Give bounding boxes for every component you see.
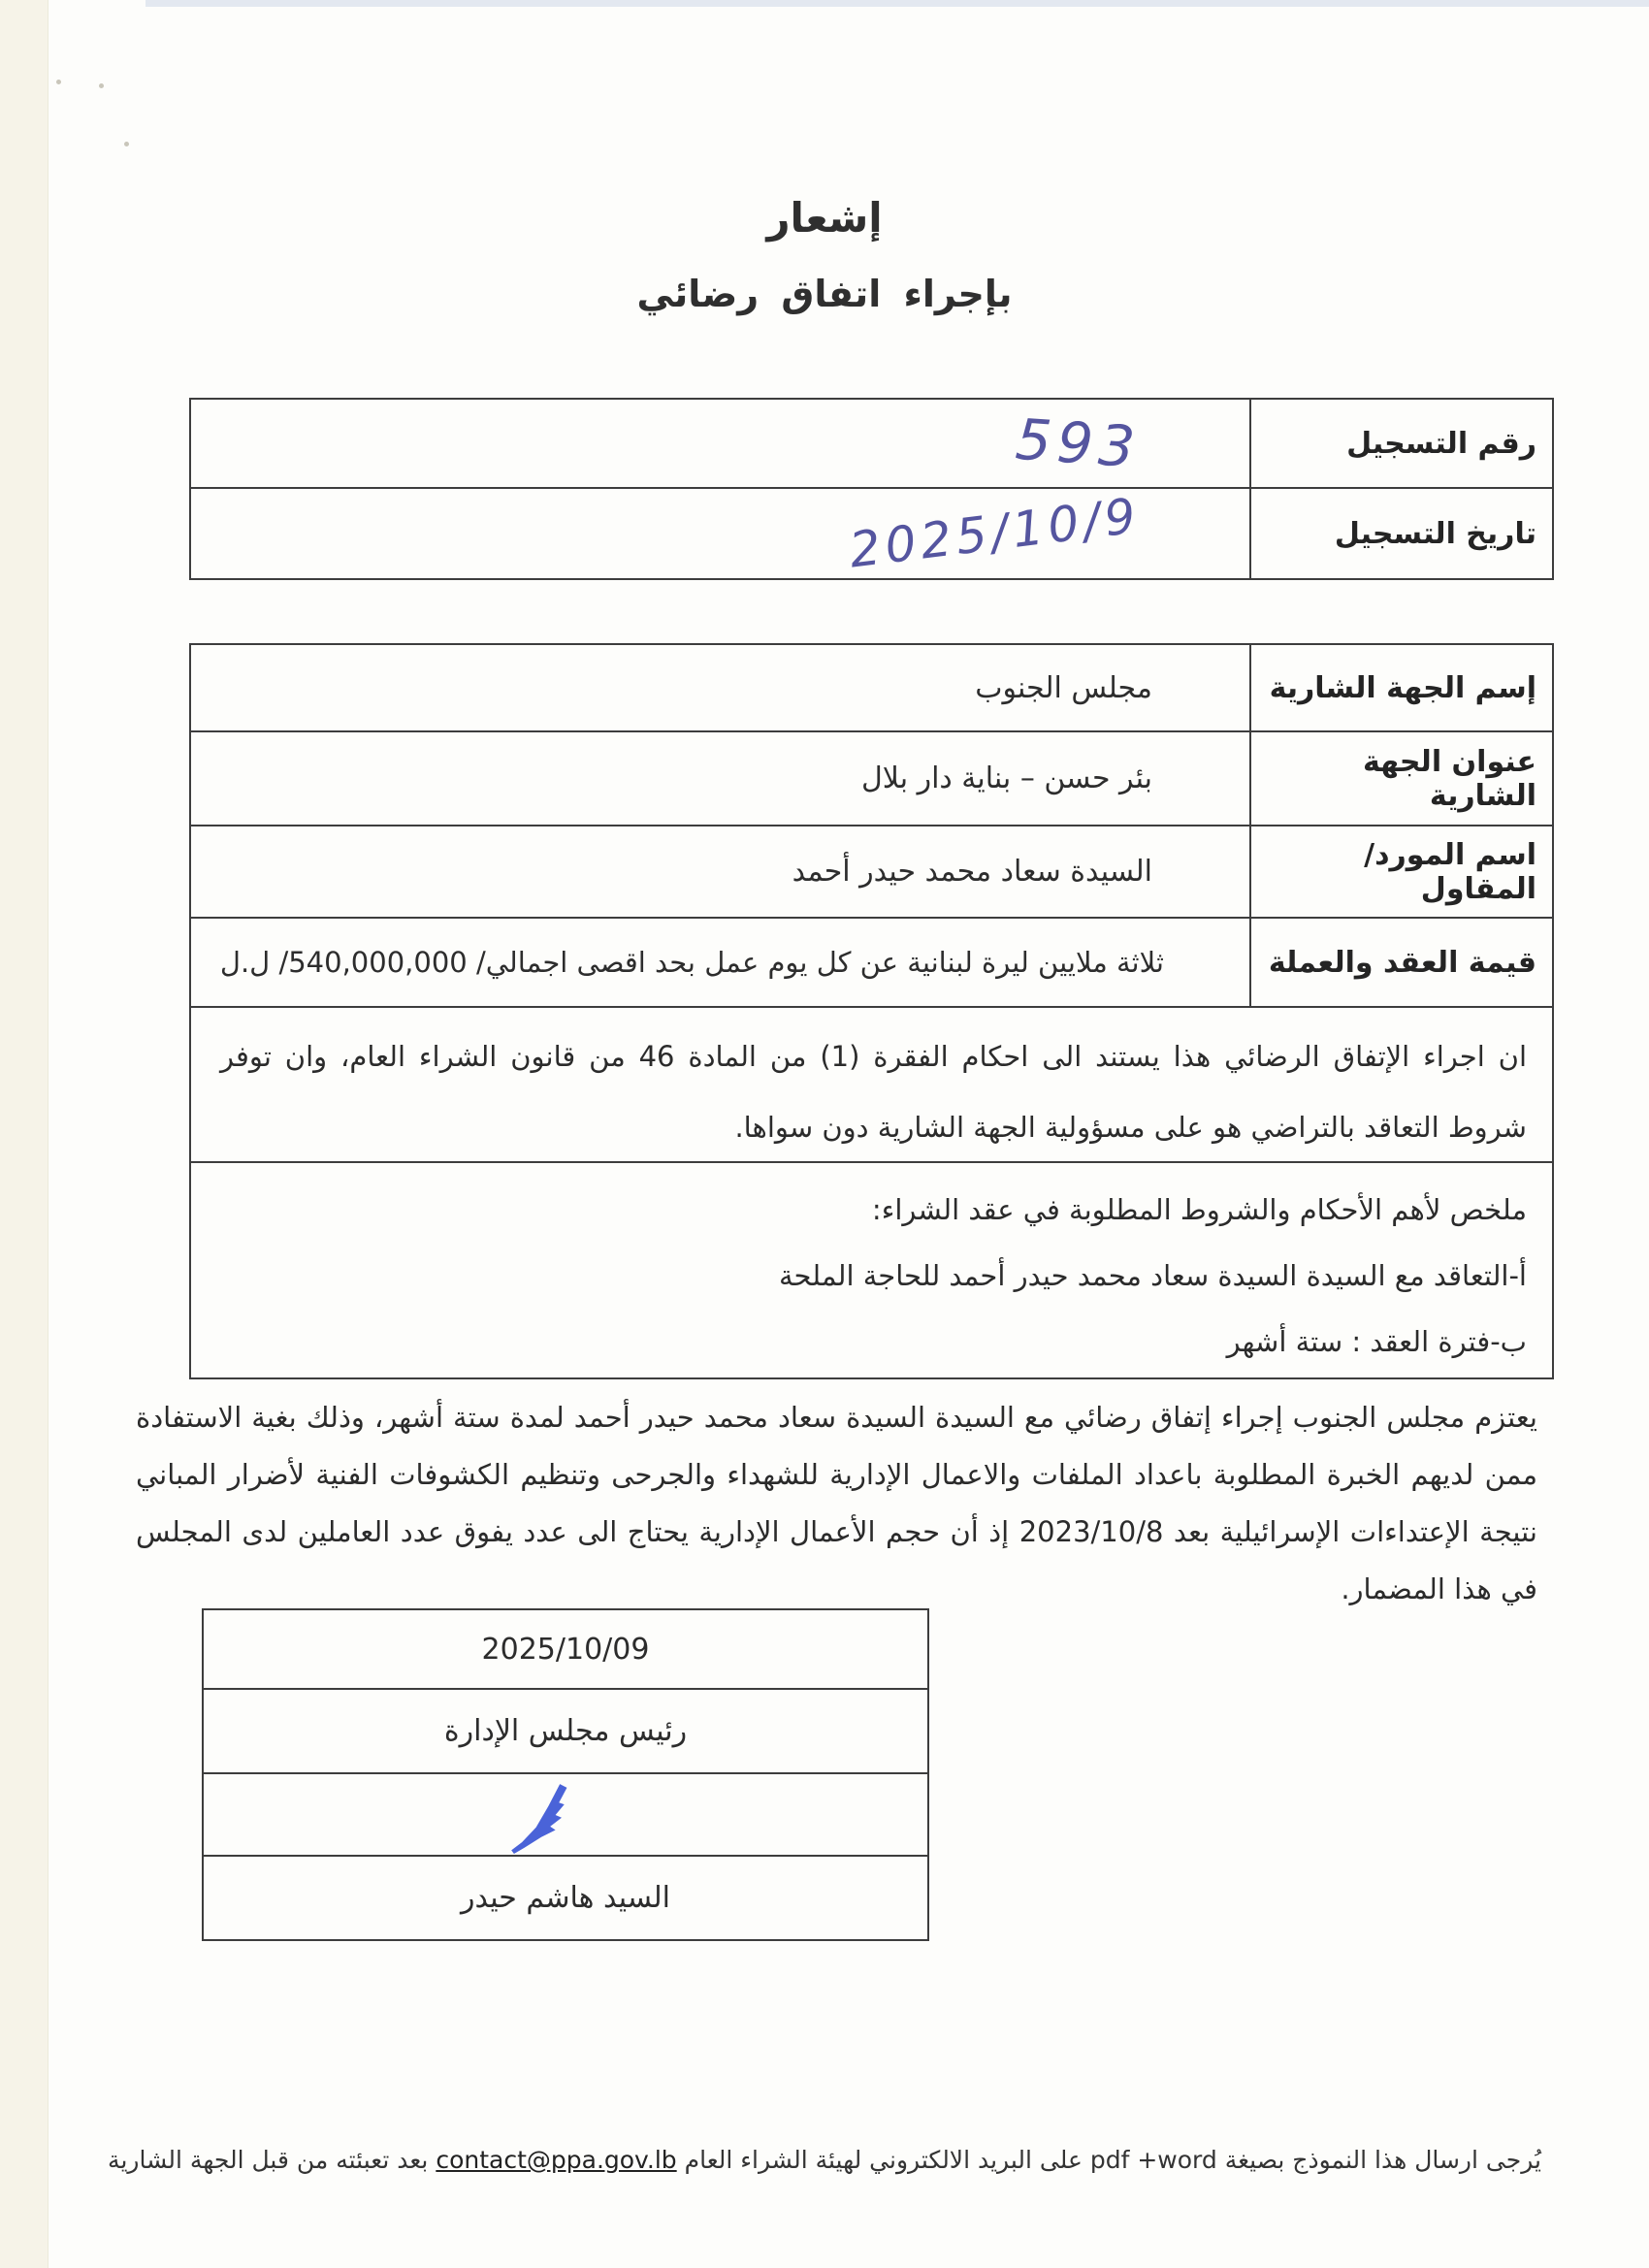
signature-date: 2025/10/09 bbox=[204, 1610, 927, 1690]
buyer-name-label: إسم الجهة الشارية bbox=[1249, 645, 1552, 730]
legal-basis-paragraph: ان اجراء الإتفاق الرضائي هذا يستند الى احكام الفقرة (1) من المادة 46 من قانون الشراء العام، وان توفر شروط التعاقد بالتراضي هو على مسؤولية الجهة الشارية دون سواها. bbox=[191, 1008, 1552, 1163]
registration-number-label: رقم التسجيل bbox=[1249, 400, 1552, 487]
footer-email-link[interactable]: contact@ppa.gov.lb bbox=[436, 2146, 677, 2174]
table-row bbox=[191, 826, 1552, 919]
page-title: إشعار bbox=[766, 194, 883, 242]
table-row bbox=[191, 400, 1552, 489]
table-row bbox=[191, 919, 1552, 1008]
scan-edge-top bbox=[146, 0, 1649, 7]
buyer-address-label: عنوان الجهة الشارية bbox=[1249, 732, 1552, 825]
footer-text-3: بعد تعبئته من قبل الجهة الشارية bbox=[108, 2146, 429, 2174]
buyer-address-value: بئر حسن – بناية دار بلال bbox=[861, 761, 1152, 795]
signature-table bbox=[202, 1608, 929, 1941]
table-row bbox=[191, 732, 1552, 826]
scan-speck bbox=[99, 83, 104, 88]
signer-role: رئيس مجلس الإدارة bbox=[204, 1690, 927, 1774]
signature-icon bbox=[506, 1776, 578, 1854]
registration-number-field bbox=[191, 400, 1249, 487]
footer-format: pdf +word bbox=[1089, 2146, 1217, 2174]
signer-name: السيد هاشم حيدر bbox=[461, 1881, 671, 1915]
handwritten-registration-date: 2025/10/9 bbox=[846, 487, 1144, 579]
footer-instruction bbox=[58, 2146, 1591, 2174]
summary-heading: ملخص لأهم الأحكام والشروط المطلوبة في عقد الشراء: bbox=[871, 1193, 1527, 1226]
signature-cell bbox=[204, 1774, 927, 1857]
buyer-name-value: مجلس الجنوب bbox=[975, 670, 1152, 705]
contract-value-value: ثلاثة ملايين ليرة لبنانية عن كل يوم عمل بحد اقصى اجمالي/ 540,000,000/ ل.ل bbox=[219, 946, 1164, 979]
supplier-name-label: اسم المورد/المقاول bbox=[1249, 826, 1552, 917]
scan-edge-strip bbox=[0, 0, 48, 2268]
summary-item-a: أ-التعاقد مع السيدة السيدة سعاد محمد حيدر أحمد للحاجة الملحة bbox=[778, 1259, 1527, 1292]
handwritten-registration-number: 593 bbox=[1014, 405, 1144, 481]
registration-table bbox=[189, 398, 1554, 580]
supplier-name-value: السيدة سعاد محمد حيدر أحمد bbox=[792, 855, 1152, 889]
footer-text-1: يُرجى ارسال هذا النموذج بصيغة bbox=[1224, 2146, 1541, 2174]
scan-speck bbox=[56, 80, 61, 84]
justification-paragraph: يعتزم مجلس الجنوب إجراء إتفاق رضائي مع السيدة السيدة سعاد محمد حيدر أحمد لمدة ستة أشهر، وذلك بغية الاستفادة ممن لديهم الخبرة المطلوبة باعداد الملفات والاعمال الإدارية للشهداء والجرحى وتنظيم الكشوفات الفنية لأضرار المباني نتيجة الإعتداءات الإسرائيلية بعد 2023/10/8 إذ أن حجم الأعمال الإدارية يحتاج الى عدد يفوق عدد العاملين لدى المجلس في هذا المضمار. bbox=[136, 1401, 1537, 1605]
registration-date-field bbox=[191, 489, 1249, 578]
page-subtitle: بإجراء اتفاق رضائي bbox=[636, 273, 1013, 315]
summary-section bbox=[191, 1163, 1552, 1377]
contract-value-label: قيمة العقد والعملة bbox=[1249, 919, 1552, 1006]
summary-item-b: ب-فترة العقد : ستة أشهر bbox=[1226, 1325, 1527, 1358]
scan-speck bbox=[124, 142, 129, 146]
registration-date-label: تاريخ التسجيل bbox=[1249, 489, 1552, 578]
details-table bbox=[189, 643, 1554, 1379]
table-row bbox=[191, 489, 1552, 578]
footer-text-2: على البريد الالكتروني لهيئة الشراء العام bbox=[684, 2146, 1083, 2174]
table-row bbox=[191, 645, 1552, 732]
